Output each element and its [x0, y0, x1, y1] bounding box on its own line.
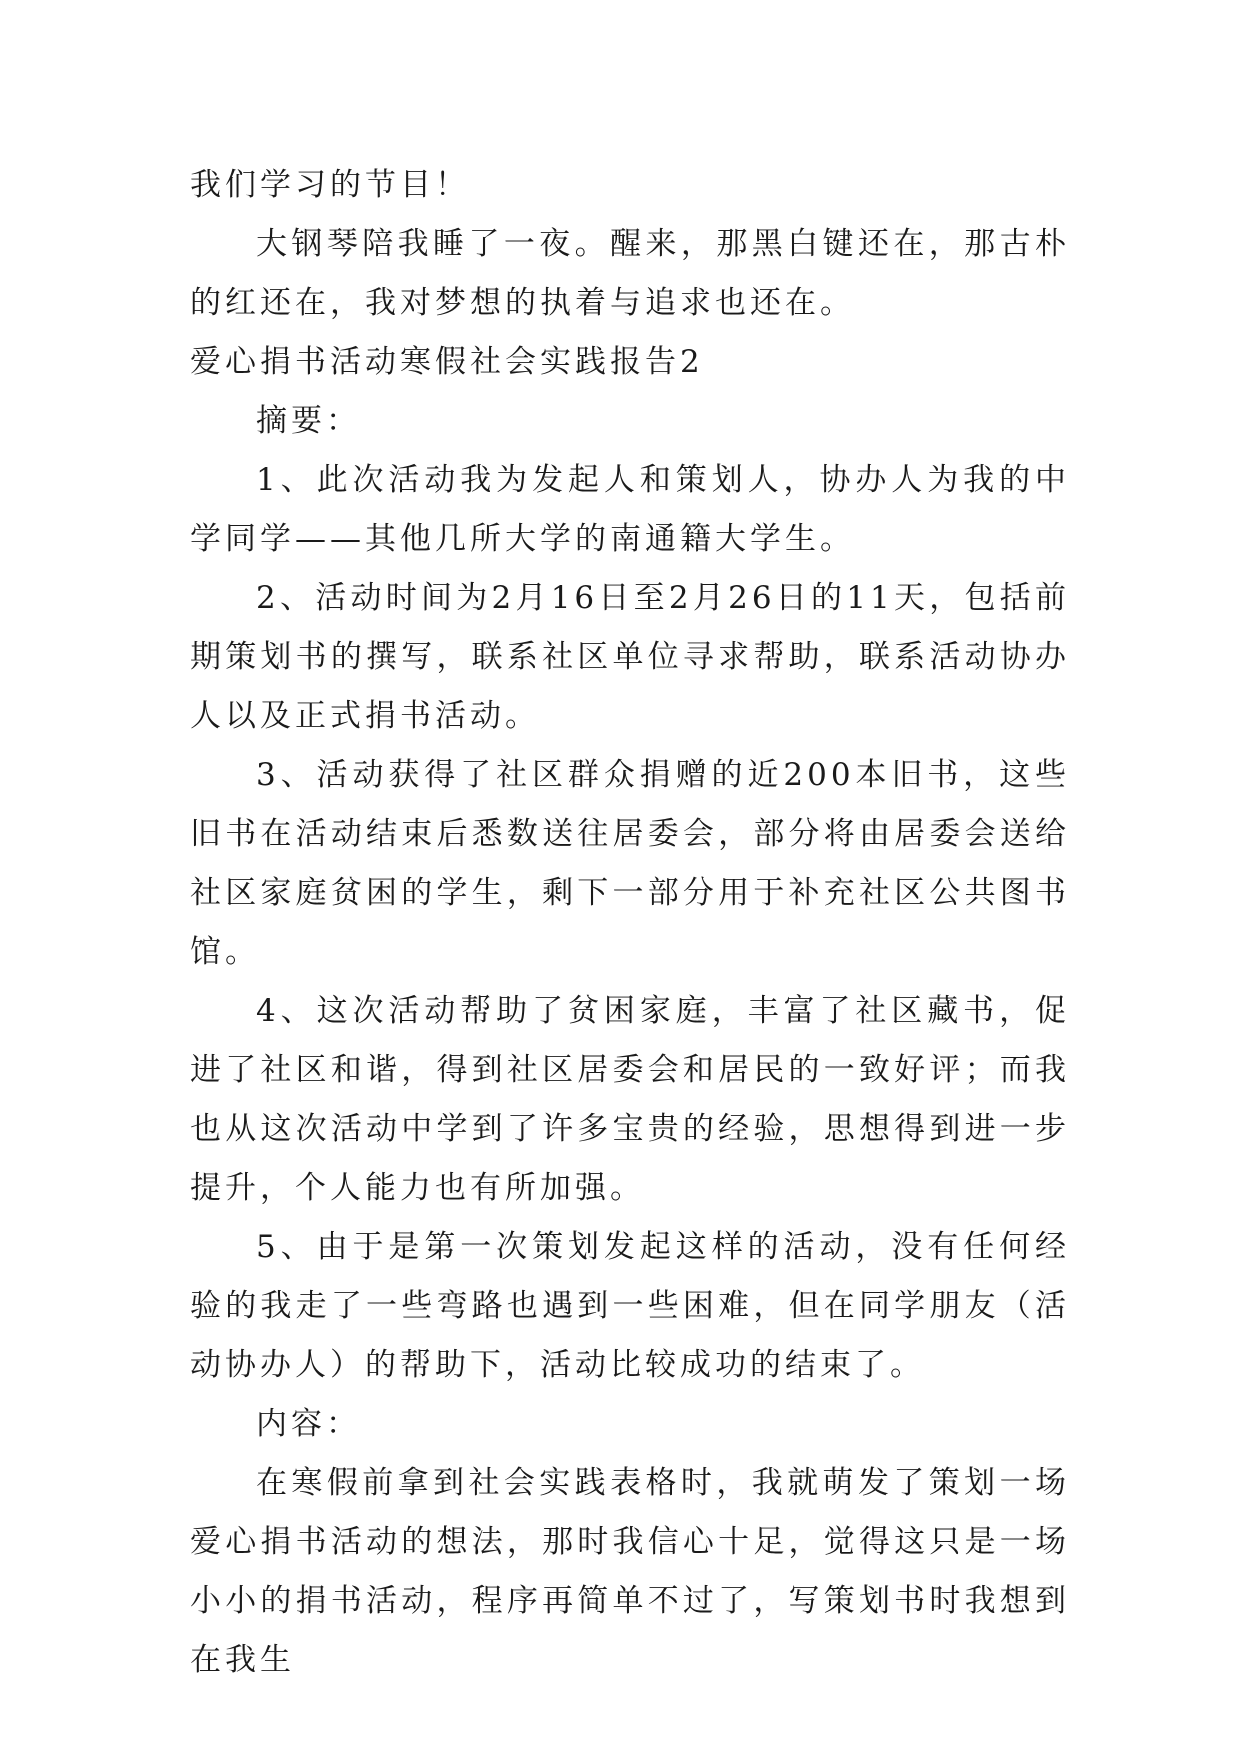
abstract-item-3: 3、活动获得了社区群众捐赠的近200本旧书，这些旧书在活动结束后悉数送往居委会，部分将由居委会送给社区家庭贫困的学生，剩下一部分用于补充社区公共图书馆。	[190, 757, 1070, 970]
abstract-item-4: 4、这次活动帮助了贫困家庭，丰富了社区藏书，促进了社区和谐，得到社区居委会和居民的一致好评；而我也从这次活动中学到了许多宝贵的经验，思想得到进一步提升，个人能力也有所加强。	[190, 993, 1070, 1206]
document-body	[190, 156, 1070, 1690]
abstract-item-1: 1、此次活动我为发起人和策划人，协办人为我的中学同学——其他几所大学的南通籍大学生。	[190, 462, 1070, 557]
paragraph-2: 大钢琴陪我睡了一夜。醒来，那黑白键还在，那古朴的红还在，我对梦想的执着与追求也还在。	[190, 226, 1070, 321]
abstract-heading: 摘要：	[256, 403, 361, 439]
abstract-item-5: 5、由于是第一次策划发起这样的活动，没有任何经验的我走了一些弯路也遇到一些困难，但在同学朋友（活动协办人）的帮助下，活动比较成功的结束了。	[190, 1229, 1070, 1383]
abstract-item-2: 2、活动时间为2月16日至2月26日的11天，包括前期策划书的撰写，联系社区单位寻求帮助，联系活动协办人以及正式捐书活动。	[190, 580, 1070, 734]
paragraph-1: 我们学习的节目！	[190, 167, 470, 203]
report-title: 爱心捐书活动寒假社会实践报告2	[190, 344, 704, 380]
content-paragraph-1: 在寒假前拿到社会实践表格时，我就萌发了策划一场爱心捐书活动的想法，那时我信心十足，觉得这只是一场小小的捐书活动，程序再简单不过了，写策划书时我想到在我生	[190, 1465, 1070, 1678]
content-heading: 内容：	[256, 1406, 361, 1442]
